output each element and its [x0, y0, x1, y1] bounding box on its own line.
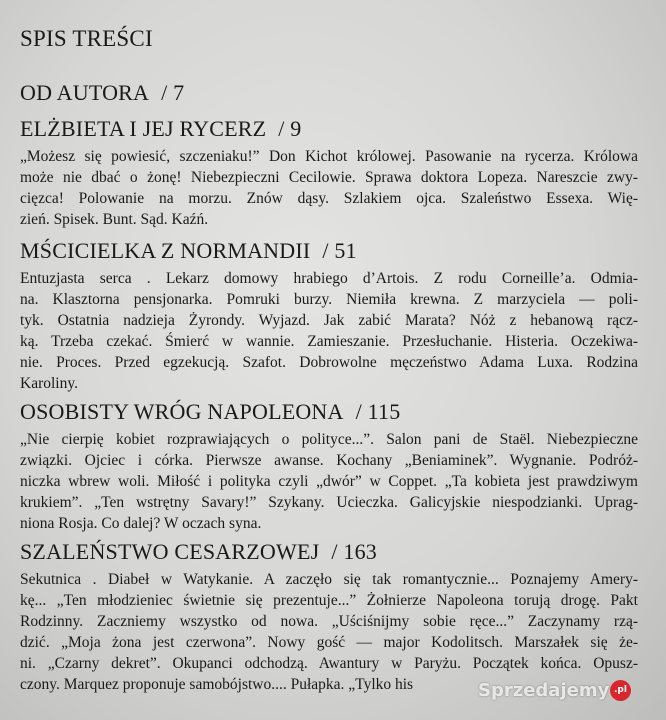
section-title: OSOBISTY WRÓG NAPOLEONA [20, 399, 344, 424]
summary-line: cięzca! Polowanie na morzu. Znów dąsy. Szlakiem ojca. Szaleństwo Essexa. Wię- [20, 190, 638, 207]
summary-line: Rodzinny. Zaczniemy wszystko od nowa. „Uściśnijmy sobie ręce...” Zaczynamy rzą- [20, 613, 638, 630]
section-heading [20, 238, 357, 264]
section-summary [20, 429, 638, 534]
summary-line: czony. Marquez proponuje samobójstwo.... Pułapka. „Tylko his [20, 676, 414, 693]
summary-line: Karoliny. [20, 375, 78, 392]
summary-line: zień. Spisek. Bunt. Sąd. Kaźń. [20, 211, 209, 228]
section-heading [20, 116, 301, 142]
summary-line: Sekutnica . Diabeł w Watykanie. A zaczęło się tak romantycznie... Poznajemy Amery- [20, 571, 638, 588]
section-page: / 51 [322, 238, 357, 263]
summary-line: niczka wbrew woli. Miłość i polityka czyli „dwór” w Coppet. „Ta kobieta jest prawdziwym [20, 473, 638, 490]
section-page: / 115 [355, 399, 401, 424]
preface-label: OD AUTORA [20, 80, 150, 105]
summary-line: na. Klasztorna pensjonarka. Pomruki burzy. Niemiła krewna. Z marzyciela — poli- [20, 291, 638, 308]
summary-line: ni. „Czarny dekret”. Okupanci odchodzą. Awantury w Paryżu. Początek końca. Opusz- [20, 655, 638, 672]
summary-line: Entuzjasta serca . Lekarz domowy hrabiego d’Artois. Z rodu Corneille’a. Odmia- [20, 270, 638, 287]
section-summary [20, 146, 638, 230]
summary-line: niona Rosja. Co dalej? W oczach syna. [20, 515, 262, 532]
summary-line: „Nie cierpię kobiet rozprawiających o polityce...”. Salon pani de Staël. Niebezpieczne [20, 431, 638, 448]
watermark-text: Sprzedajemy [478, 680, 610, 701]
summary-line: kę... „Ten młodzieniec świetnie się prezentuje...” Żołnierze Napoleona torują drogę. Pakt [20, 592, 638, 609]
summary-line: ką. Trzeba czekać. Śmierć w wannie. Zamieszanie. Przesłuchanie. Histeria. Oczekiwa- [20, 333, 638, 350]
preface-page: / 7 [161, 80, 185, 105]
section-title: ELŻBIETA I JEJ RYCERZ [20, 116, 267, 141]
section-title: MŚCICIELKA Z NORMANDII [20, 238, 311, 263]
summary-line: „Możesz się powiesić, szczeniaku!” Don Kichot królowej. Pasowanie na rycerza. Królowa [20, 148, 638, 165]
preface-entry [20, 80, 184, 106]
page-title: SPIS TREŚCI [20, 26, 153, 51]
summary-line: może nie dbać o żonę! Niebezpieczni Cecilowie. Sprawa doktora Lopeza. Nareszcie zwy- [20, 169, 638, 186]
section-summary [20, 268, 638, 394]
summary-line: związki. Ojciec i córka. Pierwsze awanse. Kochany „Beniaminek”. Wygnanie. Podróż- [20, 452, 638, 469]
section-summary [20, 569, 638, 695]
section-page: / 9 [278, 116, 302, 141]
watermark-logo-icon: .pl [610, 680, 631, 701]
summary-line: tyk. Ostatnia nadzieja Żyrondy. Wyjazd. Jak zabić Marata? Nóż z hebanową rącz- [20, 312, 638, 329]
section-heading [20, 399, 400, 425]
summary-line: krukiem”. „Ten wstrętny Savary!” Szykany. Ucieczka. Galicyjskie niespodzianki. Uprag- [20, 494, 638, 511]
section-title: SZALEŃSTWO CESARZOWEJ [20, 539, 320, 564]
section-heading [20, 539, 377, 565]
summary-line: nie. Proces. Przed egzekucją. Szafot. Dobrowolne męczeństwo Adama Luxa. Rodzina [20, 354, 638, 371]
section-page: / 163 [331, 539, 377, 564]
summary-line: dzić. „Moja żona jest czerwona”. Nowy gość — major Kodolitsch. Marszałek się że- [20, 634, 638, 651]
